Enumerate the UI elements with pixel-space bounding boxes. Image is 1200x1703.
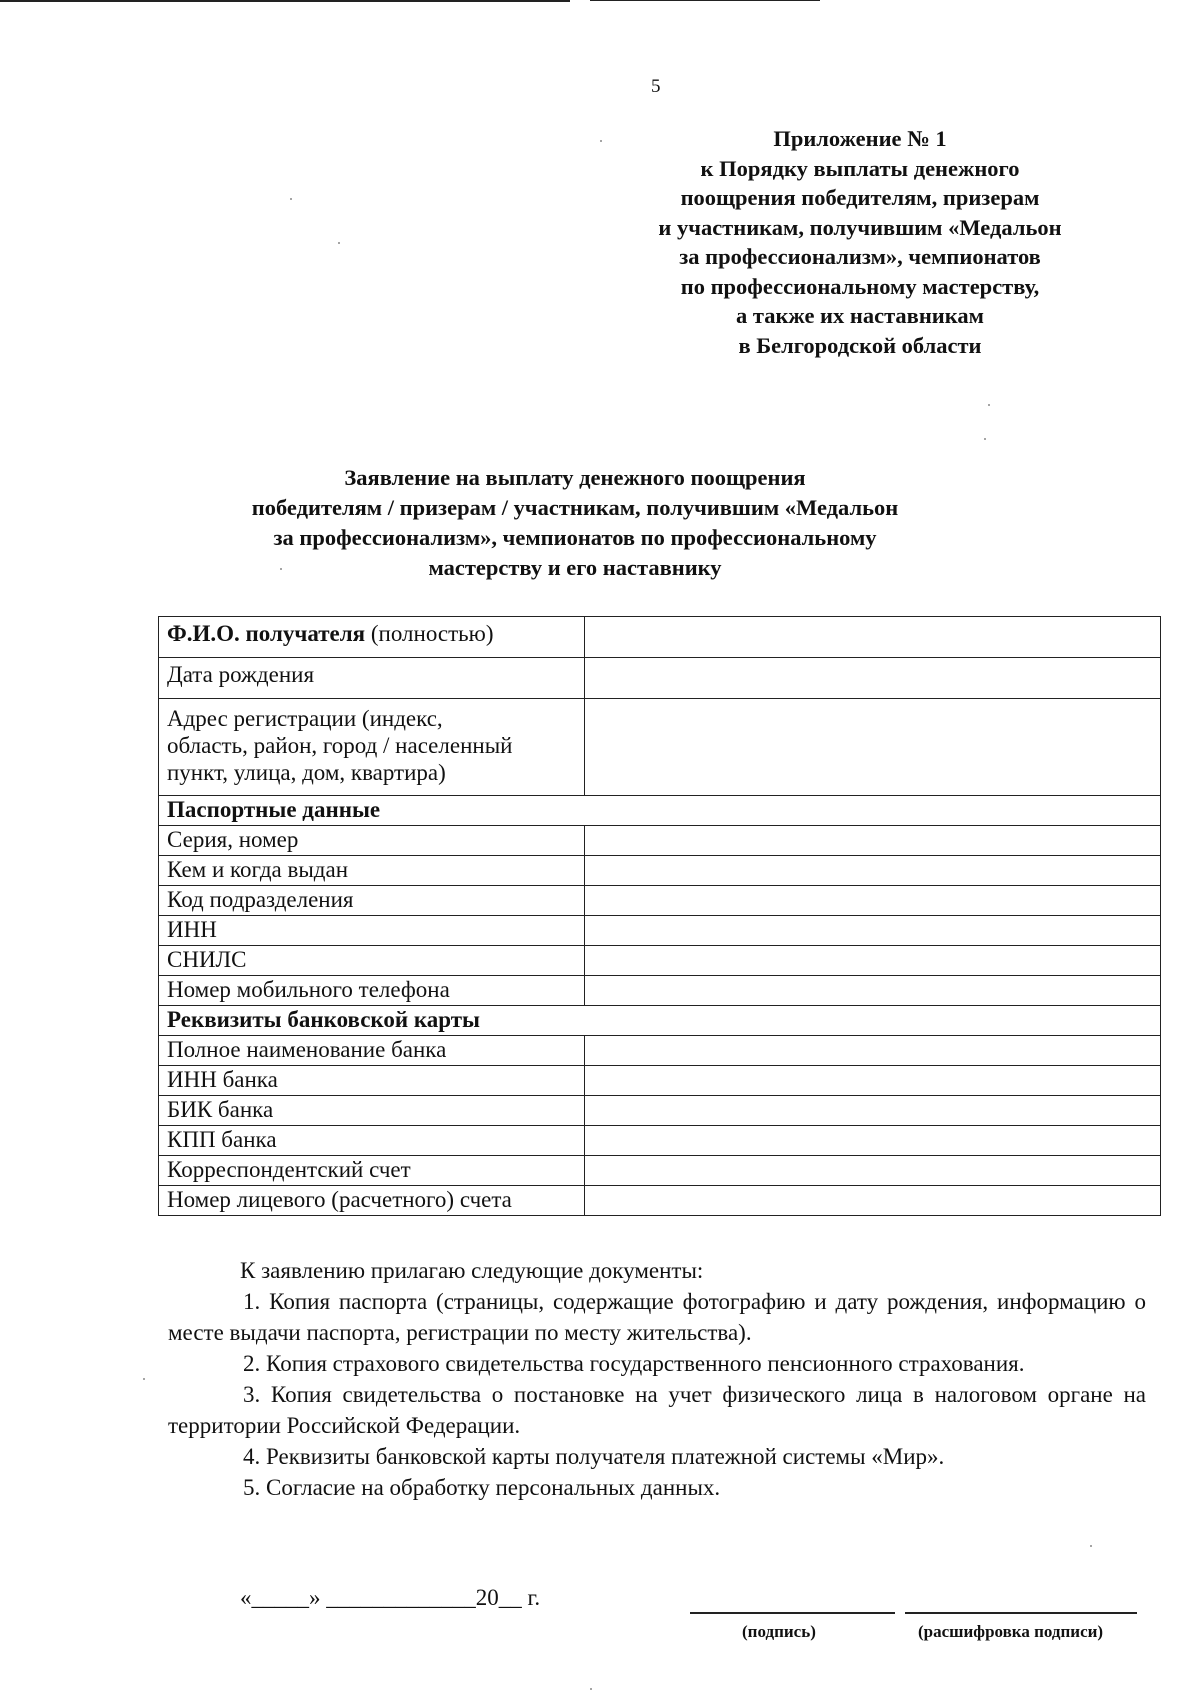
- signature-caption: (подпись): [742, 1622, 816, 1641]
- field-value-bank-name[interactable]: [585, 1036, 1161, 1066]
- field-label-birth-date: Дата рождения: [159, 658, 585, 699]
- table-row: [159, 976, 1161, 1006]
- signature-line[interactable]: [690, 1612, 895, 1614]
- table-row: [159, 886, 1161, 916]
- field-value-bank-inn[interactable]: [585, 1066, 1161, 1096]
- attachment-item: 1. Копия паспорта (страницы, содержащие фотографию и дату рождения, информацию о месте выдачи паспорта, регистрации по месту жительства).: [168, 1289, 1146, 1345]
- attachment-item: 3. Копия свидетельства о постановке на учет физического лица в налоговом органе на территории Российской Федерации.: [168, 1382, 1146, 1438]
- field-label-bank-bik: БИК банка: [159, 1096, 585, 1126]
- appendix-line: за профессионализм», чемпионатов: [679, 244, 1041, 269]
- title-line: Заявление на выплату денежного поощрения: [344, 465, 806, 490]
- scan-speck: [338, 242, 340, 244]
- field-label-personal-account: Номер лицевого (расчетного) счета: [159, 1186, 585, 1216]
- field-label-recipient-name: [159, 617, 585, 658]
- field-label-passport-series: Серия, номер: [159, 826, 585, 856]
- top-border-line-2: [590, 0, 820, 1]
- field-value-division-code[interactable]: [585, 886, 1161, 916]
- table-section-row: [159, 796, 1161, 826]
- field-label-address: [159, 699, 585, 796]
- field-value-snils[interactable]: [585, 946, 1161, 976]
- scan-speck: [280, 568, 282, 570]
- application-form-table: [158, 616, 1161, 1216]
- title-line: победителям / призерам / участникам, получившим «Медальон: [251, 495, 899, 520]
- appendix-line: Приложение № 1: [773, 126, 947, 151]
- address-label-line: пункт, улица, дом, квартира): [167, 760, 446, 785]
- title-line: за профессионализм», чемпионатов по профессиональному: [273, 525, 877, 550]
- table-row: [159, 916, 1161, 946]
- recipient-name-note: (полностью): [365, 621, 494, 646]
- field-value-birth-date[interactable]: [585, 658, 1161, 699]
- table-row: [159, 826, 1161, 856]
- attachments-intro: К заявлению прилагаю следующие документы:: [240, 1258, 704, 1283]
- document-title: [150, 463, 1000, 583]
- table-row: [159, 1036, 1161, 1066]
- attachment-item: 4. Реквизиты банковской карты получателя платежной системы «Мир».: [243, 1444, 945, 1469]
- table-row: [159, 699, 1161, 796]
- appendix-line: а также их наставникам: [736, 303, 984, 328]
- table-section-row: [159, 1006, 1161, 1036]
- recipient-name-label: Ф.И.О. получателя: [167, 621, 366, 646]
- top-border-line: [0, 0, 570, 2]
- field-value-address[interactable]: [585, 699, 1161, 796]
- scan-speck: [143, 1378, 145, 1380]
- field-label-bank-kpp: КПП банка: [159, 1126, 585, 1156]
- field-value-bank-bik[interactable]: [585, 1096, 1161, 1126]
- table-row: [159, 1126, 1161, 1156]
- field-value-bank-kpp[interactable]: [585, 1126, 1161, 1156]
- table-row: [159, 1066, 1161, 1096]
- table-row: [159, 658, 1161, 699]
- signature-decoding-caption: (расшифровка подписи): [918, 1622, 1104, 1641]
- address-label-line: Адрес регистрации (индекс,: [167, 706, 443, 731]
- scan-speck: [600, 140, 602, 142]
- attachment-item: 5. Согласие на обработку персональных данных.: [243, 1475, 721, 1500]
- address-label-line: область, район, город / населенный: [167, 733, 513, 758]
- field-label-mobile-phone: Номер мобильного телефона: [159, 976, 585, 1006]
- appendix-line: и участникам, получившим «Медальон: [658, 214, 1062, 240]
- field-value-mobile-phone[interactable]: [585, 976, 1161, 1006]
- section-passport: Паспортные данные: [159, 796, 1161, 826]
- section-bank-card: Реквизиты банковской карты: [159, 1006, 1161, 1036]
- field-label-bank-name: Полное наименование банка: [159, 1036, 585, 1066]
- signature-decoding-line[interactable]: [905, 1612, 1137, 1614]
- field-label-bank-inn: ИНН банка: [159, 1066, 585, 1096]
- scan-speck: [984, 438, 986, 440]
- field-value-passport-issued[interactable]: [585, 856, 1161, 886]
- title-line: мастерству и его наставнику: [428, 555, 722, 580]
- table-row: [159, 946, 1161, 976]
- table-row: [159, 1096, 1161, 1126]
- field-label-division-code: Код подразделения: [159, 886, 585, 916]
- date-field[interactable]: «_____» _____________20__ г.: [240, 1585, 541, 1610]
- attachments-list: [168, 1255, 1146, 1503]
- appendix-line: в Белгородской области: [738, 332, 982, 358]
- table-row: [159, 1156, 1161, 1186]
- field-label-passport-issued: Кем и когда выдан: [159, 856, 585, 886]
- appendix-line: поощрения победителям, призерам: [680, 185, 1040, 210]
- field-label-inn: ИНН: [159, 916, 585, 946]
- table-row: [159, 617, 1161, 658]
- table-row: [159, 1186, 1161, 1216]
- attachment-item: 2. Копия страхового свидетельства государственного пенсионного страхования.: [243, 1351, 1025, 1376]
- scan-speck: [988, 404, 990, 406]
- field-value-passport-series[interactable]: [585, 826, 1161, 856]
- page-number: 5: [651, 76, 661, 97]
- field-value-correspondent-account[interactable]: [585, 1156, 1161, 1186]
- field-value-recipient-name[interactable]: [585, 617, 1161, 658]
- scan-speck: [1090, 1545, 1092, 1547]
- table-row: [159, 856, 1161, 886]
- appendix-line: к Порядку выплаты денежного: [700, 155, 1020, 181]
- field-label-snils: СНИЛС: [159, 946, 585, 976]
- field-value-inn[interactable]: [585, 916, 1161, 946]
- scan-speck: [590, 1688, 592, 1690]
- appendix-line: по профессиональному мастерству,: [680, 273, 1040, 299]
- appendix-header: [600, 124, 1120, 360]
- field-label-correspondent-account: Корреспондентский счет: [159, 1156, 585, 1186]
- field-value-personal-account[interactable]: [585, 1186, 1161, 1216]
- scan-speck: [290, 198, 292, 200]
